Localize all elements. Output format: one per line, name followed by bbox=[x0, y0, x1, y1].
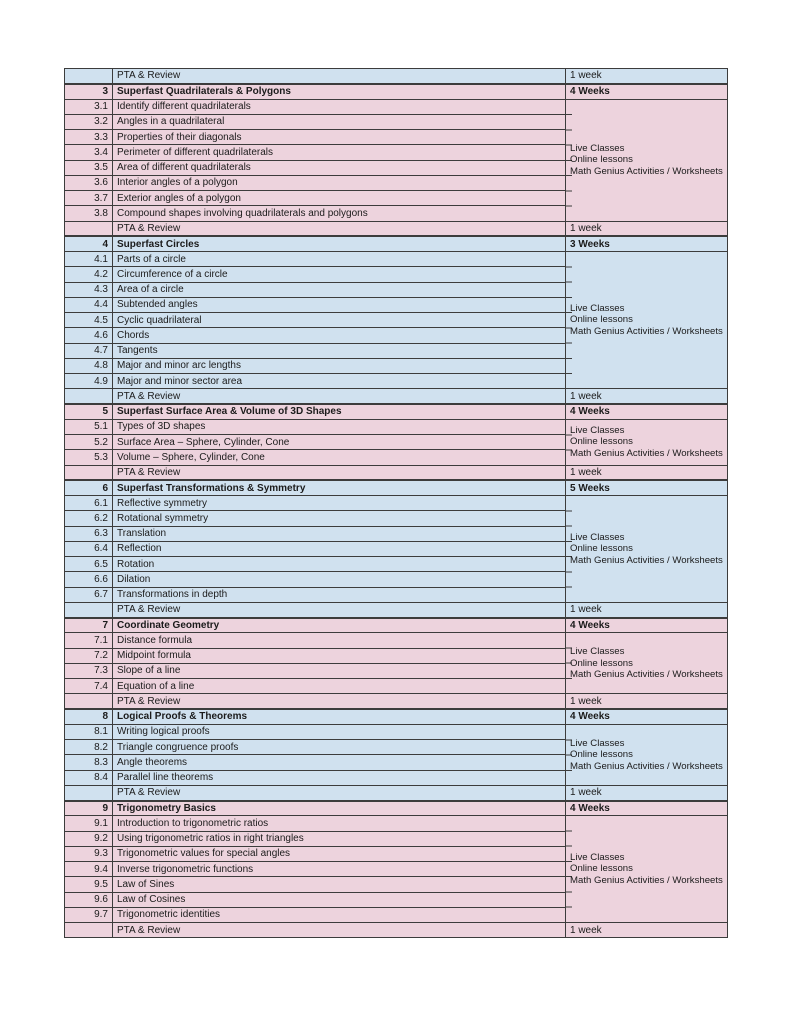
lesson-number-cell: 4.7 bbox=[65, 343, 113, 358]
lesson-number-cell: 6.4 bbox=[65, 541, 113, 556]
pta-duration-cell: 1 week bbox=[566, 389, 728, 404]
section-header-row bbox=[65, 236, 728, 251]
lesson-row bbox=[65, 724, 728, 739]
activity-line: Math Genius Activities / Worksheets bbox=[570, 165, 723, 177]
lesson-title-cell: Reflective symmetry bbox=[113, 496, 566, 511]
lesson-number-cell: 4.5 bbox=[65, 313, 113, 328]
lesson-number-cell: 3.2 bbox=[65, 114, 113, 129]
lesson-title-cell: Distance formula bbox=[113, 633, 566, 648]
section-number-cell: 4 bbox=[65, 236, 113, 251]
lesson-row bbox=[65, 419, 728, 434]
lesson-title-cell: Triangle congruence proofs bbox=[113, 740, 566, 755]
lesson-number-cell: 6.3 bbox=[65, 526, 113, 541]
lesson-title-cell: Cyclic quadrilateral bbox=[113, 313, 566, 328]
activity-line: Math Genius Activities / Worksheets bbox=[570, 325, 723, 337]
lesson-activities-cell bbox=[566, 633, 728, 694]
lesson-row bbox=[65, 816, 728, 831]
pta-label-cell: PTA & Review bbox=[113, 465, 566, 480]
lesson-activities-cell bbox=[566, 99, 728, 221]
row-number-cell bbox=[65, 923, 113, 938]
lesson-activities-cell bbox=[566, 496, 728, 603]
lesson-number-cell: 9.2 bbox=[65, 831, 113, 846]
lesson-title-cell: Inverse trigonometric functions bbox=[113, 862, 566, 877]
lesson-row bbox=[65, 633, 728, 648]
lesson-title-cell: Using trigonometric ratios in right triangles bbox=[113, 831, 566, 846]
lesson-number-cell: 3.4 bbox=[65, 145, 113, 160]
pta-review-row bbox=[65, 221, 728, 236]
lesson-number-cell: 6.7 bbox=[65, 587, 113, 602]
pta-duration-cell: 1 week bbox=[566, 694, 728, 709]
lesson-title-cell: Introduction to trigonometric ratios bbox=[113, 816, 566, 831]
lesson-title-cell: Volume – Sphere, Cylinder, Cone bbox=[113, 450, 566, 465]
lesson-number-cell: 5.3 bbox=[65, 450, 113, 465]
activity-line: Online lessons bbox=[570, 154, 633, 166]
activity-line: Math Genius Activities / Worksheets bbox=[570, 554, 723, 566]
lesson-title-cell: Trigonometric values for special angles bbox=[113, 846, 566, 861]
row-number-cell bbox=[65, 221, 113, 236]
activity-line: Online lessons bbox=[570, 314, 633, 326]
section-header-row bbox=[65, 480, 728, 495]
pta-review-row bbox=[65, 785, 728, 800]
section-header-row bbox=[65, 709, 728, 724]
curriculum-table-body bbox=[65, 69, 728, 938]
lesson-title-cell: Slope of a line bbox=[113, 663, 566, 678]
section-title-cell: Logical Proofs & Theorems bbox=[113, 709, 566, 724]
lesson-activities-cell bbox=[566, 419, 728, 465]
pta-review-row bbox=[65, 465, 728, 480]
lesson-title-cell: Law of Sines bbox=[113, 877, 566, 892]
lesson-number-cell: 7.1 bbox=[65, 633, 113, 648]
pta-duration-cell: 1 week bbox=[566, 785, 728, 800]
lesson-number-cell: 6.6 bbox=[65, 572, 113, 587]
lesson-title-cell: Subtended angles bbox=[113, 297, 566, 312]
lesson-title-cell: Identify different quadrilaterals bbox=[113, 99, 566, 114]
lesson-title-cell: Parallel line theorems bbox=[113, 770, 566, 785]
lesson-title-cell: Interior angles of a polygon bbox=[113, 175, 566, 190]
lesson-title-cell: Tangents bbox=[113, 343, 566, 358]
row-number-cell bbox=[65, 785, 113, 800]
section-title-cell: Superfast Transformations & Symmetry bbox=[113, 480, 566, 495]
lesson-row bbox=[65, 252, 728, 267]
activity-line: Online lessons bbox=[570, 657, 633, 669]
lesson-title-cell: Trigonometric identities bbox=[113, 907, 566, 922]
row-number-cell bbox=[65, 465, 113, 480]
lesson-number-cell: 4.3 bbox=[65, 282, 113, 297]
lesson-title-cell: Area of different quadrilaterals bbox=[113, 160, 566, 175]
lesson-number-cell: 4.1 bbox=[65, 252, 113, 267]
lesson-number-cell: 4.2 bbox=[65, 267, 113, 282]
lesson-title-cell: Rotational symmetry bbox=[113, 511, 566, 526]
lesson-number-cell: 3.6 bbox=[65, 175, 113, 190]
section-duration-cell: 3 Weeks bbox=[566, 236, 728, 251]
lesson-number-cell: 7.2 bbox=[65, 648, 113, 663]
section-title-cell: Superfast Surface Area & Volume of 3D Shapes bbox=[113, 404, 566, 419]
lesson-activities-cell bbox=[566, 724, 728, 785]
lesson-title-cell: Reflection bbox=[113, 541, 566, 556]
lesson-number-cell: 3.3 bbox=[65, 130, 113, 145]
lesson-title-cell: Circumference of a circle bbox=[113, 267, 566, 282]
pta-label-cell: PTA & Review bbox=[113, 389, 566, 404]
section-title-cell: Superfast Quadrilaterals & Polygons bbox=[113, 84, 566, 99]
section-number-cell: 8 bbox=[65, 709, 113, 724]
section-duration-cell: 4 Weeks bbox=[566, 404, 728, 419]
lesson-title-cell: Translation bbox=[113, 526, 566, 541]
lesson-number-cell: 8.2 bbox=[65, 740, 113, 755]
lesson-title-cell: Types of 3D shapes bbox=[113, 419, 566, 434]
pta-duration-cell: 1 week bbox=[566, 69, 728, 84]
lesson-title-cell: Perimeter of different quadrilaterals bbox=[113, 145, 566, 160]
section-duration-cell: 4 Weeks bbox=[566, 801, 728, 816]
lesson-number-cell: 5.2 bbox=[65, 435, 113, 450]
lesson-number-cell: 6.2 bbox=[65, 511, 113, 526]
lesson-title-cell: Angle theorems bbox=[113, 755, 566, 770]
pta-duration-cell: 1 week bbox=[566, 465, 728, 480]
section-header-row bbox=[65, 801, 728, 816]
activity-line: Online lessons bbox=[570, 863, 633, 875]
lesson-number-cell: 8.4 bbox=[65, 770, 113, 785]
lesson-number-cell: 4.6 bbox=[65, 328, 113, 343]
lesson-number-cell: 4.4 bbox=[65, 297, 113, 312]
section-title-cell: Coordinate Geometry bbox=[113, 618, 566, 633]
lesson-title-cell: Dilation bbox=[113, 572, 566, 587]
lesson-title-cell: Exterior angles of a polygon bbox=[113, 191, 566, 206]
lesson-title-cell: Law of Cosines bbox=[113, 892, 566, 907]
activity-line: Online lessons bbox=[570, 436, 633, 448]
lesson-number-cell: 6.1 bbox=[65, 496, 113, 511]
section-duration-cell: 4 Weeks bbox=[566, 709, 728, 724]
row-number-cell bbox=[65, 389, 113, 404]
lesson-number-cell: 9.5 bbox=[65, 877, 113, 892]
lesson-number-cell: 7.4 bbox=[65, 679, 113, 694]
section-duration-cell: 4 Weeks bbox=[566, 618, 728, 633]
activity-line: Live Classes bbox=[570, 142, 625, 154]
lesson-title-cell: Surface Area – Sphere, Cylinder, Cone bbox=[113, 435, 566, 450]
activity-line: Live Classes bbox=[570, 646, 625, 657]
lesson-number-cell: 3.8 bbox=[65, 206, 113, 221]
pta-label-cell: PTA & Review bbox=[113, 602, 566, 617]
lesson-title-cell: Transformations in depth bbox=[113, 587, 566, 602]
pta-review-row bbox=[65, 602, 728, 617]
lesson-title-cell: Equation of a line bbox=[113, 679, 566, 694]
lesson-number-cell: 3.1 bbox=[65, 99, 113, 114]
row-number-cell bbox=[65, 602, 113, 617]
lesson-number-cell: 7.3 bbox=[65, 663, 113, 678]
row-number-cell bbox=[65, 69, 113, 84]
activity-line: Live Classes bbox=[570, 737, 625, 749]
activity-line: Math Genius Activities / Worksheets bbox=[570, 760, 723, 772]
section-number-cell: 3 bbox=[65, 84, 113, 99]
pta-review-row bbox=[65, 694, 728, 709]
section-number-cell: 6 bbox=[65, 480, 113, 495]
lesson-title-cell: Rotation bbox=[113, 557, 566, 572]
lesson-number-cell: 4.9 bbox=[65, 374, 113, 389]
pta-review-row bbox=[65, 389, 728, 404]
lesson-number-cell: 4.8 bbox=[65, 358, 113, 373]
activity-line: Math Genius Activities / Worksheets bbox=[570, 669, 723, 680]
section-header-row bbox=[65, 84, 728, 99]
lesson-number-cell: 8.3 bbox=[65, 755, 113, 770]
pta-duration-cell: 1 week bbox=[566, 221, 728, 236]
lesson-number-cell: 3.5 bbox=[65, 160, 113, 175]
lesson-activities-cell bbox=[566, 252, 728, 389]
lesson-title-cell: Parts of a circle bbox=[113, 252, 566, 267]
lesson-number-cell: 9.1 bbox=[65, 816, 113, 831]
lesson-title-cell: Angles in a quadrilateral bbox=[113, 114, 566, 129]
activity-line: Live Classes bbox=[570, 531, 625, 543]
section-header-row bbox=[65, 618, 728, 633]
lesson-number-cell: 3.7 bbox=[65, 191, 113, 206]
curriculum-table bbox=[64, 68, 728, 938]
activity-line: Online lessons bbox=[570, 543, 633, 555]
pta-label-cell: PTA & Review bbox=[113, 694, 566, 709]
lesson-activities-cell bbox=[566, 816, 728, 923]
pta-label-cell: PTA & Review bbox=[113, 221, 566, 236]
lesson-title-cell: Writing logical proofs bbox=[113, 724, 566, 739]
section-duration-cell: 4 Weeks bbox=[566, 84, 728, 99]
pta-review-row bbox=[65, 923, 728, 938]
lesson-number-cell: 9.3 bbox=[65, 846, 113, 861]
pta-duration-cell: 1 week bbox=[566, 602, 728, 617]
lesson-number-cell: 6.5 bbox=[65, 557, 113, 572]
lesson-title-cell: Area of a circle bbox=[113, 282, 566, 297]
pta-label-cell: PTA & Review bbox=[113, 785, 566, 800]
lesson-title-cell: Major and minor sector area bbox=[113, 374, 566, 389]
section-title-cell: Trigonometry Basics bbox=[113, 801, 566, 816]
lesson-row bbox=[65, 496, 728, 511]
section-number-cell: 9 bbox=[65, 801, 113, 816]
pta-label-cell: PTA & Review bbox=[113, 923, 566, 938]
lesson-title-cell: Major and minor arc lengths bbox=[113, 358, 566, 373]
lesson-number-cell: 8.1 bbox=[65, 724, 113, 739]
lesson-row bbox=[65, 99, 728, 114]
lesson-number-cell: 9.4 bbox=[65, 862, 113, 877]
lesson-title-cell: Midpoint formula bbox=[113, 648, 566, 663]
pta-label-cell: PTA & Review bbox=[113, 69, 566, 84]
activity-line: Live Classes bbox=[570, 302, 625, 314]
lesson-number-cell: 5.1 bbox=[65, 419, 113, 434]
section-number-cell: 5 bbox=[65, 404, 113, 419]
lesson-title-cell: Chords bbox=[113, 328, 566, 343]
activity-line: Math Genius Activities / Worksheets bbox=[570, 874, 723, 886]
pta-duration-cell: 1 week bbox=[566, 923, 728, 938]
lesson-number-cell: 9.7 bbox=[65, 907, 113, 922]
activity-line: Online lessons bbox=[570, 749, 633, 760]
section-number-cell: 7 bbox=[65, 618, 113, 633]
lesson-title-cell: Properties of their diagonals bbox=[113, 130, 566, 145]
section-header-row bbox=[65, 404, 728, 419]
section-duration-cell: 5 Weeks bbox=[566, 480, 728, 495]
row-number-cell bbox=[65, 694, 113, 709]
activity-line: Math Genius Activities / Worksheets bbox=[570, 447, 723, 459]
lesson-number-cell: 9.6 bbox=[65, 892, 113, 907]
lesson-title-cell: Compound shapes involving quadrilaterals and polygons bbox=[113, 206, 566, 221]
activity-line: Live Classes bbox=[570, 424, 625, 436]
pta-review-row bbox=[65, 69, 728, 84]
activity-line: Live Classes bbox=[570, 851, 625, 863]
section-title-cell: Superfast Circles bbox=[113, 236, 566, 251]
